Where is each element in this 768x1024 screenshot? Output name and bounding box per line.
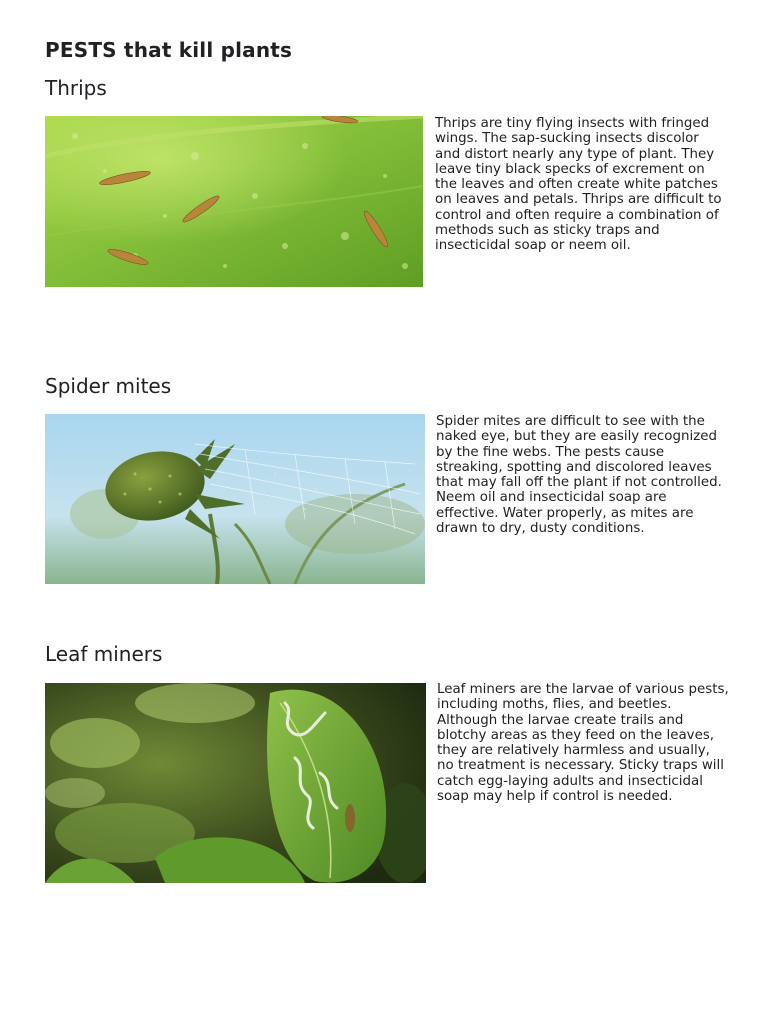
section-heading-spider-mites: Spider mites (45, 374, 172, 398)
thrips-description: Thrips are tiny flying insects with fringed wings. The sap-sucking insects discolor and distort nearly any type of plant. They leave tiny black specks of excrement on the leaves and often create white patches on leaves and petals. Thrips are difficult to control and often require a combination of methods such as sticky traps and insecticidal soap or neem oil. (435, 116, 722, 254)
section-heading-leaf-miners: Leaf miners (45, 642, 163, 666)
leaf-miners-photo-graphic (45, 683, 426, 883)
leaf-miners-description: Leaf miners are the larvae of various pests, including moths, flies, and beetles. Although the larvae create trails and blotchy areas as they feed on the leaves, they are relatively harmless and usually, no treatment is necessary. Sticky traps will catch egg-laying adults and insecticidal soap may help if control is needed. (437, 682, 729, 805)
thrips-photo (45, 116, 423, 287)
page-title: PESTS that kill plants (45, 38, 293, 62)
thrips-photo-graphic (45, 116, 423, 287)
leaf-miners-photo (45, 683, 426, 883)
section-heading-thrips: Thrips (45, 76, 107, 100)
spider-mites-description: Spider mites are difficult to see with the naked eye, but they are easily recognized by the fine webs. The pests cause streaking, spotting and discolored leaves that may fall off the plant if not controlled. Neem oil and insecticidal soap are effective. Water properly, as mites are drawn to dry, dusty conditions. (436, 414, 722, 537)
spider-mites-photo-graphic (45, 414, 425, 584)
spider-mites-photo (45, 414, 425, 584)
